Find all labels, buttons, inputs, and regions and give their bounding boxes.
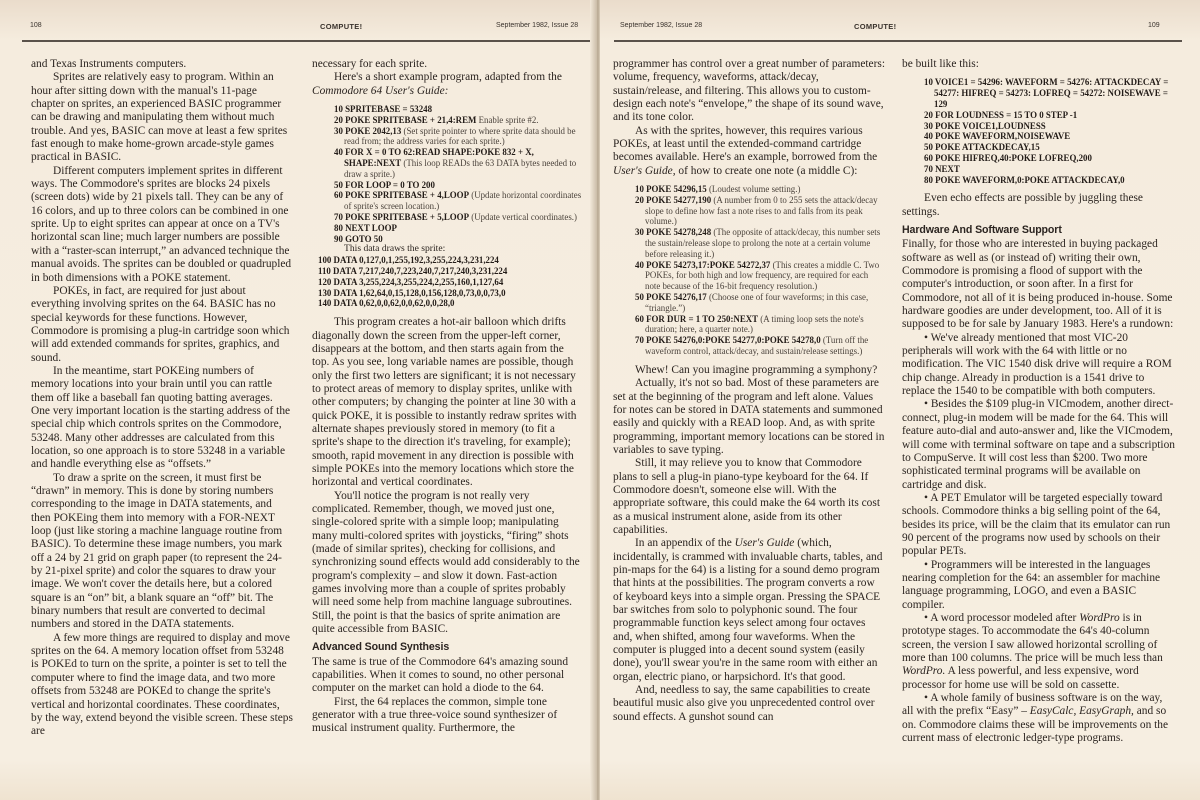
text-run: • A PET Emulator will be targeted especially toward schools. Commodore thinks a big selling point of the 64, besides its price, will be the claim that its emulator can run 90 percent of the programs now used by schools on their popular PETs. bbox=[902, 491, 1171, 558]
section-heading: Advanced Sound Synthesis bbox=[312, 641, 450, 654]
code-comment: (This loop READs the 63 DATA bytes needed to draw a sprite.) bbox=[344, 158, 577, 179]
page-number: 108 bbox=[30, 22, 42, 29]
code-line bbox=[635, 292, 885, 314]
text-run: A few more things are required to display and move sprites on the 64. A memory location offset from 53248 is POKEd to turn on the sprite, a pointer is set to tell the computer where to find the image data, and two more offsets from 53248 are POKEd to change the sprite's vertical and horizontal coordinates. These coordinates, by the way, extend beyond the visible screen. These steps are bbox=[31, 631, 293, 738]
code-statement: 40 POKE 54273,17:POKE 54272,37 bbox=[635, 259, 771, 270]
code-statement: 60 FOR DUR = 1 TO 250:NEXT bbox=[635, 313, 759, 324]
paragraph bbox=[31, 58, 293, 71]
paragraph bbox=[613, 125, 885, 178]
paragraph bbox=[31, 472, 293, 632]
text-run: • A word processor modeled after bbox=[924, 611, 1080, 624]
code-statement: 40 POKE WAVEFORM,NOISEWAVE bbox=[924, 131, 1071, 142]
text-run: necessary for each sprite. bbox=[312, 58, 428, 70]
column-2 bbox=[312, 58, 582, 736]
code-statement: 50 FOR LOOP = 0 TO 200 bbox=[334, 179, 435, 190]
code-line bbox=[334, 126, 582, 148]
column-2 bbox=[902, 58, 1176, 745]
italic-text: EasyCalc, EasyGraph, bbox=[1029, 705, 1134, 718]
code-line bbox=[318, 266, 582, 277]
page-number: 109 bbox=[1148, 22, 1160, 29]
code-comment: (Set sprite pointer to where sprite data should be read from; the address varies for each sprite.) bbox=[344, 125, 576, 147]
italic-text: User's Guide bbox=[734, 537, 795, 550]
code-line bbox=[334, 212, 582, 223]
text-run: • We've already mentioned that most VIC-20 peripherals will work with the 64 with little or no modification. The VIC 1540 disk drive will require a ROM chip change. Already in production is a 1541 drive to replace the 1540 to be compatible with both computers. bbox=[902, 331, 1172, 398]
code-statement: 70 NEXT bbox=[924, 163, 960, 174]
code-comment: (Update horizontal coordinates of sprite's screen location.) bbox=[344, 190, 582, 212]
paragraph bbox=[902, 192, 1176, 219]
code-statement: 10 POKE 54296,15 bbox=[635, 184, 707, 195]
code-comment: (This creates a middle C. Two POKEs, for both high and low frequency, are required for each note because of the 16-bit frequency resolution.) bbox=[645, 259, 880, 292]
code-line bbox=[924, 175, 1176, 186]
text-run: of how to create one note (a middle C): bbox=[675, 164, 858, 177]
text-run: Here's a short example program, adapted from the bbox=[334, 71, 562, 84]
code-statement: 50 POKE 54276,17 bbox=[635, 292, 707, 303]
code-comment: (A timing loop sets the note's duration; here, a quarter note.) bbox=[645, 313, 864, 335]
code-line bbox=[334, 190, 582, 212]
paragraph bbox=[902, 398, 1176, 491]
code-line bbox=[924, 164, 1176, 175]
code-line bbox=[334, 115, 582, 126]
text-run: • Programmers will be interested in the languages nearing completion for the 64: an assembler for machine language programming, LOGO, and even a BASIC compiler. bbox=[902, 558, 1161, 611]
code-line bbox=[635, 260, 885, 292]
text-run: (which, incidentally, is crammed with invaluable charts, tables, and pin-maps for the 64) is a listing for a sound demo program that hints at the possibilities. The program converts a row of keyboard keys into a simple organ. Pressing the SPACE bar switches from solo to polyphonic sound. The four programmable function keys select among four octaves and, when shifted, among four waveforms. When the computer is plugged into a decent sound system (easily done), you'll swear you're in the same room with either an organ, electric piano, or harpsichord. It's that good. bbox=[613, 537, 883, 683]
paragraph bbox=[902, 692, 1176, 745]
code-line bbox=[318, 277, 582, 288]
text-run: A less powerful, and less expensive, word processor for home use will be sold on cassette. bbox=[902, 665, 1139, 691]
magazine-name: COMPUTE! bbox=[854, 22, 897, 31]
paragraph bbox=[613, 457, 885, 537]
code-statement: 80 POKE WAVEFORM,0:POKE ATTACKDECAY,0 bbox=[924, 174, 1125, 185]
code-statement: 30 POKE 2042,13 bbox=[334, 125, 402, 136]
code-statement: 60 POKE SPRITEBASE + 4,LOOP bbox=[334, 190, 470, 201]
paragraph bbox=[613, 364, 885, 377]
code-statement: 70 POKE 54276,0:POKE 54277,0:POKE 54278,0 bbox=[635, 335, 821, 346]
paragraph bbox=[902, 58, 1176, 71]
text-run: Still, it may relieve you to know that Commodore plans to sell a plug-in piano-type keyboard for the 64. If Commodore doesn't, someone else will. With the appropriate software, this could make the 64 worth its cost as a musical instrument alone, aside from its other capabilities. bbox=[613, 457, 880, 536]
text-run: POKEs, in fact, are required for just about everything involving sprites on the 64. BASIC has no special keywords for these functions. However, Commodore is promising a plug-in cartridge soon which will add extended commands for sprites, graphics, and sound. bbox=[31, 284, 290, 364]
code-statement: 10 SPRITEBASE = 53248 bbox=[334, 104, 433, 115]
code-statement: 80 NEXT LOOP bbox=[334, 222, 397, 233]
text-run: Sprites are relatively easy to program. Within an hour after sitting down with the manual's 11-page chapter on sprites, an experienced BASIC programmer can be drawing and manipulating them without much trouble. And yes, BASIC can move at least a few sprites fast enough to make home-grown arcade-style games practical in BASIC. bbox=[31, 71, 288, 164]
code-statement: 90 GOTO 50 bbox=[334, 233, 383, 244]
text-run: and so on. Commodore claims these will be improvements on the current mass of electronic ledger-type programs. bbox=[902, 705, 1169, 745]
code-statement: 50 POKE ATTACKDECAY,15 bbox=[924, 142, 1040, 153]
code-line bbox=[635, 184, 885, 195]
code-line bbox=[334, 104, 582, 115]
code-comment: (Loudest volume setting.) bbox=[706, 184, 801, 195]
paragraph bbox=[613, 58, 885, 125]
code-comment: (A number from 0 to 255 sets the attack/decay slope to define how fast a note rises to and falls from its peak volume.) bbox=[645, 194, 878, 227]
header-rule bbox=[22, 40, 590, 42]
code-line bbox=[924, 110, 1176, 121]
code-line bbox=[318, 298, 582, 309]
text-run: • A whole family of business software is on the way, all with the prefix “Easy” – bbox=[902, 692, 1163, 718]
code-statement: 40 FOR X = 0 TO 62:READ SHAPE:POKE 832 + X, SHAPE:NEXT bbox=[334, 147, 534, 169]
code-line bbox=[635, 227, 885, 259]
code-line bbox=[924, 77, 1176, 109]
issue-date: September 1982, Issue 28 bbox=[620, 22, 703, 29]
code-statement: 10 VOICE1 = 54296: WAVEFORM = 54276: ATTACKDECAY = 54277: HIFREQ = 54273: LOFREQ = 54272: NOISEWAVE = 129 bbox=[924, 77, 1169, 109]
header-rule bbox=[614, 40, 1182, 42]
text-run: First, the 64 replaces the common, simple tone generator with a true three-voice sound synthesizer of musical instrument quality. Furthermore, the bbox=[312, 695, 558, 735]
paragraph bbox=[31, 632, 293, 739]
paragraph bbox=[312, 316, 582, 489]
code-line bbox=[334, 223, 582, 234]
left-page bbox=[0, 0, 596, 800]
code-listing bbox=[318, 104, 582, 309]
text-run: Finally, for those who are interested in buying packaged software as well as (or instead of) writing their own, Commodore is promising a flood of support with the computer's introduction, or soon after. In a first for Commodore, not all of it is being produced in-house. Some hardware goodies are under development, too. All of it is supposed to be for sale by January 1983. Here's a rundown: bbox=[902, 238, 1174, 331]
code-comment: (The opposite of attack/decay, this number sets the sustain/release slope to prolong the note at a certain volume before releasing it.) bbox=[645, 227, 881, 259]
text-run: As with the sprites, however, this requires various POKEs, at least until the extended-command cartridge becomes available. Here's an example, borrowed from the bbox=[613, 124, 878, 164]
code-statement: 20 POKE SPRITEBASE + 21,4:REM bbox=[334, 114, 477, 125]
text-run: You'll notice the program is not really very complicated. Remember, though, we moved just one, single-colored sprite with a simple loop; manipulating many multi-colored sprites with joysticks, “firing” shots (made of similar sprites), checking for collisions, and synchronizing sound effects would add considerably to the program's complexity – and slow it down. Fast-action games involving more than a couple of sprites probably will need some help from machine language subroutines. Still, the point is that the basics of sprite animation are quite accessible from BASIC. bbox=[312, 489, 580, 636]
code-statement: 120 DATA 3,255,224,3,255,224,2,255,160,1,127,64 bbox=[318, 276, 504, 287]
italic-text: WordPro. bbox=[902, 665, 946, 678]
paragraph bbox=[31, 71, 293, 164]
listing-caption: This data draws the sprite: bbox=[344, 243, 446, 255]
code-statement: 140 DATA 0,62,0,0,62,0,0,62,0,0,28,0 bbox=[318, 298, 455, 309]
paragraph bbox=[31, 285, 293, 365]
code-statement: 30 POKE 54278,248 bbox=[635, 227, 712, 238]
text-run: and Texas Instruments computers. bbox=[31, 58, 187, 70]
italic-text: User's Guide, bbox=[613, 164, 676, 177]
paragraph bbox=[613, 684, 885, 724]
code-line bbox=[635, 335, 885, 357]
text-run: In an appendix of the bbox=[635, 537, 735, 550]
text-run: To draw a sprite on the screen, it must first be “drawn” in memory. This is done by storing numbers corresponding to the image in DATA statements, and then POKEing them into memory with a FOR-NEXT loop (just like storing a machine language routine from BASIC). To determine these image numbers, you mark off a 24 by 21 grid on graph paper (to represent the 24- by 21-pixel sprite) and color the squares to draw your image. We won't cover the details here, but a colored square is an “on” bit, a blank square an “off” bit. The binary numbers that result are converted to decimal numbers and stored in the DATA statements. bbox=[31, 471, 283, 631]
column-1 bbox=[31, 58, 293, 739]
code-statement: 60 POKE HIFREQ,40:POKE LOFREQ,200 bbox=[924, 152, 1092, 163]
code-comment: Enable sprite #2. bbox=[476, 114, 539, 125]
magazine-name: COMPUTE! bbox=[320, 22, 363, 31]
italic-text: Commodore 64 User's Guide: bbox=[312, 84, 449, 97]
code-line bbox=[635, 195, 885, 227]
right-page bbox=[600, 0, 1200, 800]
code-line bbox=[334, 147, 582, 179]
text-run: programmer has control over a great number of parameters: volume, frequency, waveforms, attack/decay, sustain/release, and filtering. This allows you to custom-design each note's “envelope,” the shape of its sound wave, and its tone color. bbox=[613, 58, 885, 124]
code-line bbox=[924, 131, 1176, 142]
code-listing bbox=[924, 77, 1176, 185]
text-run: • Besides the $109 plug-in VICmodem, another direct-connect, plug-in modem will be made for the 64. This will feature auto-dial and auto-answer and, like the VICmodem, will come with terminal software on tape and a subscription to CompuServe. It will cost less than $200. Two more sophisticated terminal programs will be available on cartridge and disk. bbox=[902, 398, 1175, 491]
code-line bbox=[318, 288, 582, 299]
text-run: Actually, it's not so bad. Most of these parameters are set at the beginning of the program and left alone. Values for notes can be stored in DATA statements and summoned easily and quickly with a READ loop. And, as with sprite programming, important memory locations can be stored in variables to save typing. bbox=[613, 377, 885, 456]
code-comment: (Update vertical coordinates.) bbox=[469, 212, 577, 222]
text-run: The same is true of the Commodore 64's amazing sound capabilities. When it comes to sound, no other personal computer on the market can hold a diode to the 64. bbox=[312, 655, 569, 695]
text-run: Different computers implement sprites in different ways. The Commodore's sprites are blocks 24 pixels (screen dots) wide by 21 pixels tall. They can be any of 16 colors, and up to three colors can be combined in one sprite. Up to eight sprites can appear at once on a TV's horizontal scan line; much larger numbers are possible with a “raster-scan interrupt,” an advanced technique the manual avoids. The sprites can be doubled or quadrupled in both dimensions with a POKE statement. bbox=[31, 164, 292, 284]
text-run: be built like this: bbox=[902, 58, 979, 70]
paragraph bbox=[902, 332, 1176, 399]
text-run: Even echo effects are possible by juggling these settings. bbox=[902, 192, 1143, 218]
code-statement: 100 DATA 0,127,0,1,255,192,3,255,224,3,231,224 bbox=[318, 255, 499, 266]
column-1 bbox=[613, 58, 885, 724]
code-statement: 70 POKE SPRITEBASE + 5,LOOP bbox=[334, 212, 470, 222]
code-line bbox=[924, 142, 1176, 153]
code-comment: (Turn off the waveform control, attack/decay, and sustain/release settings.) bbox=[645, 335, 869, 357]
paragraph bbox=[902, 559, 1176, 612]
code-listing bbox=[635, 184, 885, 357]
text-run: Whew! Can you imagine programming a symphony? bbox=[635, 363, 878, 376]
paragraph bbox=[312, 58, 582, 71]
code-line bbox=[334, 180, 582, 191]
text-run: And, needless to say, the same capabilities to create beautiful music also give you unprecedented control over sound effects. A gunshot sound can bbox=[613, 684, 875, 723]
section-heading: Hardware And Software Support bbox=[902, 224, 1062, 236]
paragraph bbox=[613, 537, 885, 684]
code-statement: 30 POKE VOICE1,LOUDNESS bbox=[924, 120, 1046, 131]
paragraph bbox=[312, 71, 582, 98]
code-line bbox=[924, 153, 1176, 164]
paragraph bbox=[613, 377, 885, 457]
issue-date: September 1982, Issue 28 bbox=[496, 22, 579, 29]
text-run: is in prototype stages. To accommodate the 64's 40-column screen, the version I saw allowed horizontal scrolling of more than 100 columns. The price will be much less than bbox=[902, 611, 1163, 664]
code-statement: 20 FOR LOUDNESS = 15 TO 0 STEP -1 bbox=[924, 109, 1078, 120]
code-statement: 110 DATA 7,217,240,7,223,240,7,217,240,3,231,224 bbox=[318, 265, 508, 276]
paragraph bbox=[31, 165, 293, 285]
paragraph bbox=[902, 238, 1176, 331]
paragraph bbox=[312, 656, 582, 696]
paragraph bbox=[312, 490, 582, 637]
code-comment: (Choose one of four waveforms; in this case, “triangle.”) bbox=[645, 292, 869, 313]
code-statement: 20 POKE 54277,190 bbox=[635, 194, 712, 205]
paragraph bbox=[312, 696, 582, 736]
code-line bbox=[924, 121, 1176, 132]
paragraph bbox=[31, 365, 293, 472]
italic-text: WordPro bbox=[1079, 611, 1120, 624]
code-statement: 130 DATA 1,62,64,0,15,128,0,156,128,0,73,0,0,73,0 bbox=[318, 287, 506, 298]
text-run: In the meantime, start POKEing numbers of memory locations into your brain until you can rattle them off like a baseball fan quoting batting averages. One very important location is the starting address of the special chip which controls sprites on the Commodore, 53248. Many other addresses are calculated from this location, so one approach is to store 53248 in a variable and handle everything else as “offsets.” bbox=[31, 364, 291, 471]
code-line bbox=[635, 314, 885, 336]
code-line bbox=[318, 255, 582, 266]
text-run: This program creates a hot-air balloon which drifts diagonally down the screen from the upper-left corner, disappears at the bottom, and then starts again from the top. As you see, long variable names are possible, though only the first two letters are significant; it is not necessary to protect areas of memory to display sprites, unlike with other computers; by changing the pointer at line 30 with a quick POKE, it is possible to instantly redraw sprites with alternate shapes previously stored in memory (to fit a sprite's shape to the direction it's traveling, for example); smooth, rapid movement in any direction is possible with simple POKEs into the memory locations which store the horizontal and vertical coordinates. bbox=[312, 316, 577, 489]
paragraph bbox=[902, 612, 1176, 692]
paragraph bbox=[902, 492, 1176, 559]
